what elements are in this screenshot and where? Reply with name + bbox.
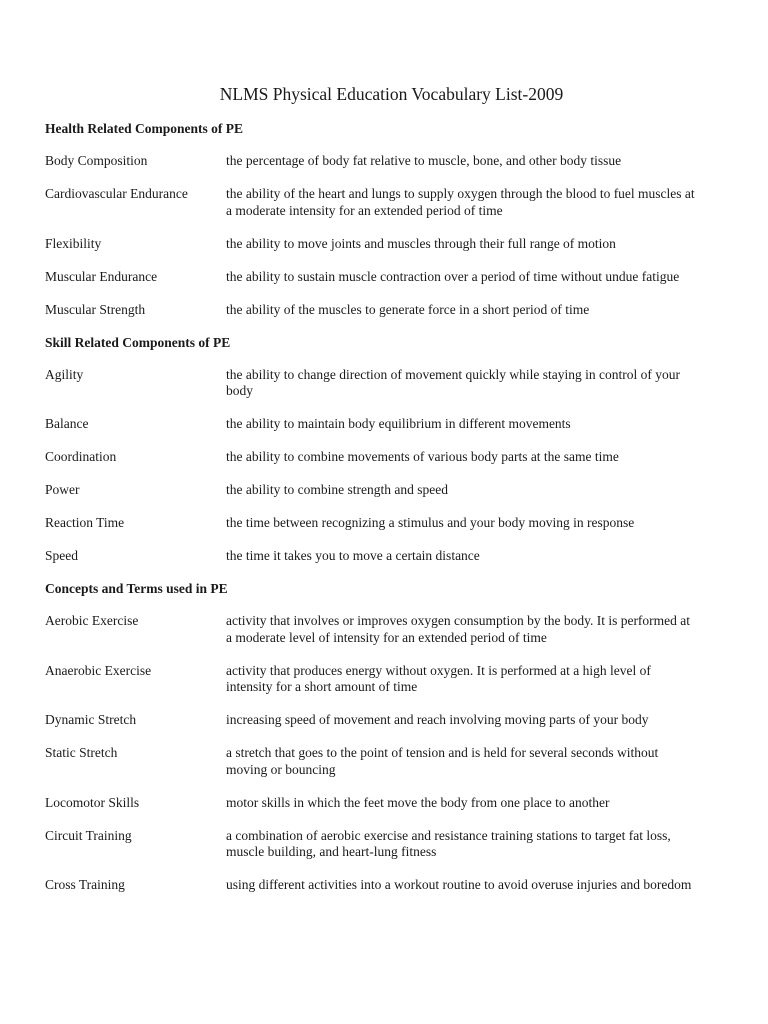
term: Speed [45,548,78,563]
term: Muscular Endurance [45,268,158,284]
definition: motor skills in which the feet move the body from one place to another [226,794,610,810]
term: Cardiovascular Endurance [45,186,188,201]
term-row [45,302,728,319]
definition: the ability of the muscles to generate force in a short period of time [226,301,590,317]
term-row [45,482,728,499]
term: Agility [45,366,84,382]
term-list [45,613,728,894]
term: Balance [45,416,89,431]
term: Body Composition [45,153,148,168]
term: Cross Training [45,877,125,892]
definition: increasing speed of movement and reach involving moving parts of your body [226,712,649,727]
term: Reaction Time [45,515,125,530]
term-row [45,613,728,646]
definition: using different activities into a workout routine to avoid overuse injuries and boredom [226,877,692,892]
definition: the ability to combine movements of various body parts at the same time [226,449,619,464]
term: Coordination [45,449,117,464]
section-health-related [45,121,728,318]
document-title: NLMS Physical Education Vocabulary List-2009 [219,84,564,104]
term: Dynamic Stretch [45,712,137,727]
section-heading: Concepts and Terms used in PE [45,581,228,596]
definition: the ability to change direction of movement quickly while staying in control of your body [226,366,681,398]
definition: the ability to maintain body equilibrium in different movements [226,416,571,431]
term-row [45,449,728,466]
section-heading: Health Related Components of PE [45,121,243,136]
term-row [45,367,728,400]
term: Muscular Strength [45,301,146,317]
term: Static Stretch [45,745,118,760]
definition: the percentage of body fat relative to muscle, bone, and other body tissue [226,153,622,168]
term: Aerobic Exercise [45,613,139,628]
section-heading: Skill Related Components of PE [45,334,231,350]
definition: the ability to sustain muscle contraction over a period of time without undue fatigue [226,268,680,284]
term-row [45,186,728,219]
term-row [45,269,728,286]
term: Anaerobic Exercise [45,662,152,678]
definition: the time between recognizing a stimulus and your body moving in response [226,515,635,530]
definition: the ability to combine strength and speed [226,482,448,497]
term-list [45,367,728,565]
term-row [45,548,728,565]
definition: activity that involves or improves oxygen consumption by the body. It is performed at a moderate level of intensity for an extended period of time [226,613,691,645]
term: Flexibility [45,235,102,251]
section-skill-related [45,335,728,565]
term-list [45,153,728,318]
term-row [45,712,728,729]
term-row [45,153,728,170]
definition: the ability of the heart and lungs to supply oxygen through the blood to fuel muscles at a moderate intensity for an extended period of time [226,186,695,218]
term-row [45,795,728,812]
section-concepts-terms [45,581,728,894]
term-row [45,515,728,532]
definition: the time it takes you to move a certain distance [226,548,480,563]
term-row [45,828,728,861]
term: Locomotor Skills [45,794,140,810]
term: Power [45,482,80,497]
definition: the ability to move joints and muscles through their full range of motion [226,235,616,251]
definition: a stretch that goes to the point of tension and is held for several seconds without moving or bouncing [226,745,659,777]
definition: a combination of aerobic exercise and resistance training stations to target fat loss, muscle building, and heart-lung fitness [226,827,671,859]
term-row [45,663,728,696]
term-row [45,877,728,894]
term-row [45,745,728,778]
definition: activity that produces energy without oxygen. It is performed at a high level of intensity for a short amount of time [226,662,651,694]
term-row [45,236,728,253]
term-row [45,416,728,433]
term: Circuit Training [45,827,132,843]
